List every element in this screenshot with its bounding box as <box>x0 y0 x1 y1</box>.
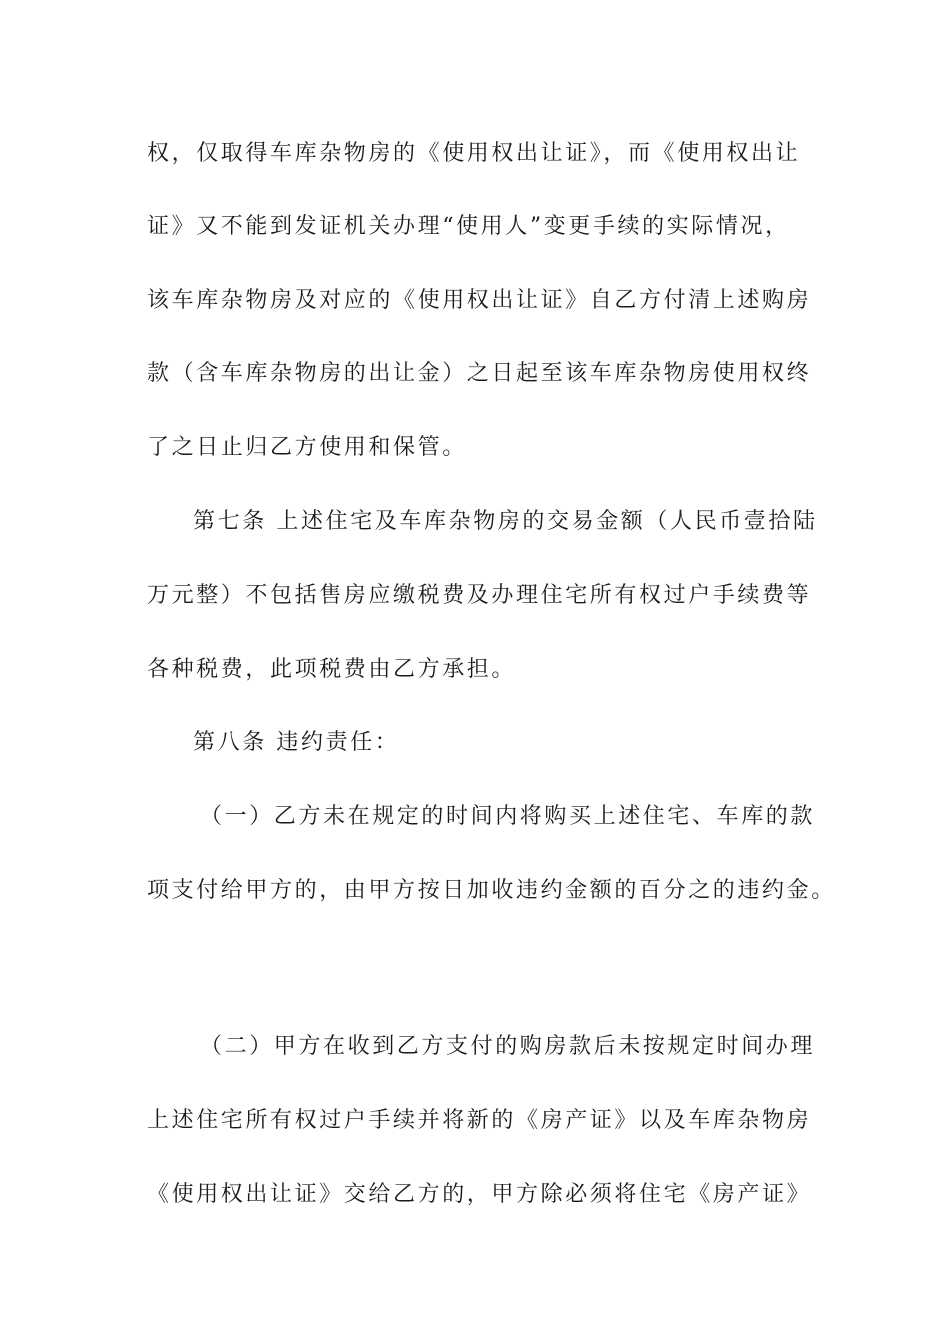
paragraph-line: 《使用权出让证》交给乙方的，甲方除必须将住宅《房产证》 <box>147 1182 812 1207</box>
clause-2-line: （二）甲方在收到乙方支付的购房款后未按规定时间办理 <box>200 1034 816 1059</box>
paragraph-line: 证》又不能到发证机关办理“使用人”变更手续的实际情况， <box>147 214 790 239</box>
paragraph-line: 权，仅取得车库杂物房的《使用权出让证》，而《使用权出让 <box>147 141 801 166</box>
paragraph-line: 款（含车库杂物房的出让金）之日起至该车库杂物房使用权终 <box>147 361 812 386</box>
paragraph-line: 项支付给甲方的，由甲方按日加收违约金额的百分之的违约金。 <box>147 878 836 903</box>
article-8-heading: 第八条 违约责任： <box>193 730 400 755</box>
paragraph-line: 上述住宅所有权过户手续并将新的《房产证》以及车库杂物房 <box>147 1108 812 1133</box>
paragraph-line: 万元整）不包括售房应缴税费及办理住宅所有权过户手续费等 <box>147 583 812 608</box>
paragraph-line: 了之日止归乙方使用和保管。 <box>147 435 467 460</box>
article-7-heading-line: 第七条 上述住宅及车库杂物房的交易金额（人民币壹拾陆 <box>193 509 818 534</box>
paragraph-line: 该车库杂物房及对应的《使用权出让证》自乙方付清上述购房 <box>147 288 812 313</box>
paragraph-line: 各种税费，此项税费由乙方承担。 <box>147 657 517 682</box>
clause-1-line: （一）乙方未在规定的时间内将购买上述住宅、车库的款 <box>200 804 816 829</box>
